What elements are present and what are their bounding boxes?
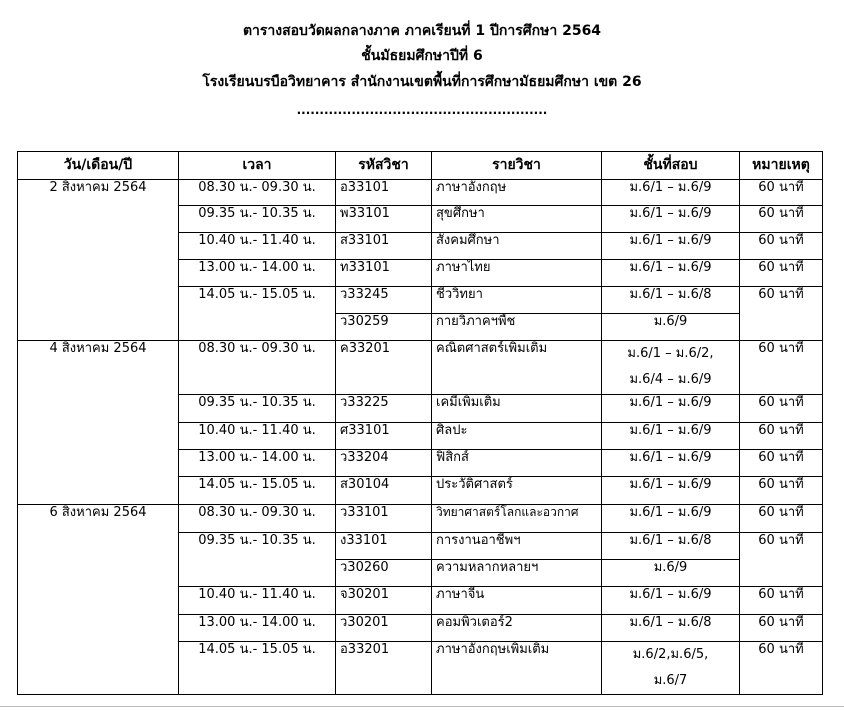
subject-cell: เคมีเพิ่มเติม — [432, 395, 602, 423]
code-cell: ส33101 — [336, 233, 432, 260]
column-header-level: ชั้นที่สอบ — [602, 152, 740, 180]
time-cell: 13.00 น.- 14.00 น. — [179, 615, 336, 642]
subject-cell: ภาษาอังกฤษ — [432, 180, 602, 206]
level-cell: ม.6/1 – ม.6/8 — [602, 533, 740, 560]
code-cell: ท33101 — [336, 260, 432, 287]
time-cell: 09.35 น.- 10.35 น. — [179, 533, 336, 587]
time-cell: 10.40 น.- 11.40 น. — [179, 233, 336, 260]
time-cell: 08.30 น.- 09.30 น. — [179, 341, 336, 395]
subject-cell: สังคมศึกษา — [432, 233, 602, 260]
time-cell: 14.05 น.- 15.05 น. — [179, 287, 336, 341]
date-cell: 2 สิงหาคม 2564 — [18, 180, 179, 341]
level-cell: ม.6/1 – ม.6/8 — [602, 287, 740, 314]
level-cell: ม.6/1 – ม.6/9 — [602, 450, 740, 477]
code-cell: ค33201 — [336, 341, 432, 395]
note-cell: 60 นาที — [740, 615, 823, 642]
time-cell: 13.00 น.- 14.00 น. — [179, 260, 336, 287]
level-cell: ม.6/1 – ม.6/9 — [602, 260, 740, 287]
level-cell: ม.6/1 – ม.6/9 — [602, 233, 740, 260]
code-cell: ว33245 — [336, 287, 432, 314]
code-cell: จ30201 — [336, 587, 432, 615]
note-cell: 60 นาที — [740, 477, 823, 505]
exam-schedule-table — [17, 151, 823, 695]
code-cell: ศ33101 — [336, 423, 432, 450]
level-line-1: ม.6/2,ม.6/5, — [632, 647, 709, 662]
time-cell: 13.00 น.- 14.00 น. — [179, 450, 336, 477]
table-header-row — [18, 152, 823, 180]
level-cell: ม.6/1 – ม.6/9 — [602, 423, 740, 450]
note-cell: 60 นาที — [740, 533, 823, 587]
title-line-2: ชั้นมัธยมศึกษาปีที่ 6 — [361, 48, 483, 64]
code-cell: ส30104 — [336, 477, 432, 505]
time-cell: 10.40 น.- 11.40 น. — [179, 587, 336, 615]
note-cell: 60 นาที — [740, 505, 823, 533]
subject-cell: ศิลปะ — [432, 423, 602, 450]
subject-cell: คอมพิวเตอร์2 — [432, 615, 602, 642]
code-cell: ว30201 — [336, 615, 432, 642]
title-line-1: ตารางสอบวัดผลกลางภาค ภาคเรียนที่ 1 ปีการศึกษา 2564 — [242, 23, 602, 39]
level-line-1: ม.6/1 – ม.6/2, — [627, 346, 714, 361]
code-cell: อ33201 — [336, 642, 432, 695]
level-cell: ม.6/9 — [602, 314, 740, 341]
code-cell: อ33101 — [336, 180, 432, 206]
code-cell: ว30260 — [336, 560, 432, 587]
code-cell: ว30259 — [336, 314, 432, 341]
level-cell: ม.6/1 – ม.6/9 — [602, 505, 740, 533]
time-cell: 09.35 น.- 10.35 น. — [179, 206, 336, 233]
note-cell: 60 นาที — [740, 233, 823, 260]
subject-cell: กายวิภาคฯพืช — [432, 314, 602, 341]
subject-cell: ความหลากหลายฯ — [432, 560, 602, 587]
level-cell: ม.6/1 – ม.6/9 — [602, 587, 740, 615]
note-cell: 60 นาที — [740, 341, 823, 395]
page-edge-line — [0, 706, 844, 707]
subject-cell: ฟิสิกส์ — [432, 450, 602, 477]
time-cell: 14.05 น.- 15.05 น. — [179, 477, 336, 505]
subject-cell: ภาษาจีน — [432, 587, 602, 615]
subject-cell: ภาษาไทย — [432, 260, 602, 287]
level-cell — [602, 341, 740, 395]
date-cell: 4 สิงหาคม 2564 — [18, 341, 179, 505]
note-cell: 60 นาที — [740, 206, 823, 233]
code-cell: ว33204 — [336, 450, 432, 477]
dotted-separator: ....................................................... — [296, 103, 548, 117]
note-cell: 60 นาที — [740, 287, 823, 341]
time-cell: 08.30 น.- 09.30 น. — [179, 505, 336, 533]
note-cell: 60 นาที — [740, 642, 823, 695]
level-cell: ม.6/9 — [602, 560, 740, 587]
code-cell: พ33101 — [336, 206, 432, 233]
level-cell: ม.6/1 – ม.6/9 — [602, 180, 740, 206]
code-cell: ง33101 — [336, 533, 432, 560]
time-cell: 08.30 น.- 09.30 น. — [179, 180, 336, 206]
level-cell — [602, 642, 740, 695]
level-line-2: ม.6/4 – ม.6/9 — [629, 372, 712, 387]
level-cell: ม.6/1 – ม.6/9 — [602, 206, 740, 233]
table-row — [18, 180, 823, 206]
level-cell: ม.6/1 – ม.6/9 — [602, 477, 740, 505]
subject-cell: การงานอาชีพฯ — [432, 533, 602, 560]
subject-cell: วิทยาศาสตร์โลกและอวกาศ — [432, 505, 602, 533]
note-cell: 60 นาที — [740, 395, 823, 423]
subject-cell: ประวัติศาสตร์ — [432, 477, 602, 505]
table-row — [18, 505, 823, 533]
column-header-time: เวลา — [179, 152, 336, 180]
time-cell: 14.05 น.- 15.05 น. — [179, 642, 336, 695]
note-cell: 60 นาที — [740, 450, 823, 477]
subject-cell: คณิตศาสตร์เพิ่มเติม — [432, 341, 602, 395]
level-cell: ม.6/1 – ม.6/9 — [602, 395, 740, 423]
title-line-3: โรงเรียนบรบือวิทยาคาร สำนักงานเขตพื้นที่การศึกษามัธยมศึกษา เขต 26 — [202, 74, 642, 90]
subject-cell: ชีววิทยา — [432, 287, 602, 314]
note-cell: 60 นาที — [740, 260, 823, 287]
code-cell: ว33101 — [336, 505, 432, 533]
time-cell: 09.35 น.- 10.35 น. — [179, 395, 336, 423]
column-header-code: รหัสวิชา — [336, 152, 432, 180]
level-line-2: ม.6/7 — [653, 673, 688, 688]
subject-cell: สุขศึกษา — [432, 206, 602, 233]
column-header-subject: รายวิชา — [432, 152, 602, 180]
note-cell: 60 นาที — [740, 180, 823, 206]
date-cell: 6 สิงหาคม 2564 — [18, 505, 179, 695]
column-header-date: วัน/เดือน/ปี — [18, 152, 179, 180]
note-cell: 60 นาที — [740, 587, 823, 615]
time-cell: 10.40 น.- 11.40 น. — [179, 423, 336, 450]
level-cell: ม.6/1 – ม.6/8 — [602, 615, 740, 642]
note-cell: 60 นาที — [740, 423, 823, 450]
subject-cell: ภาษาอังกฤษเพิ่มเติม — [432, 642, 602, 695]
table-row — [18, 341, 823, 395]
column-header-note: หมายเหตุ — [740, 152, 823, 180]
code-cell: ว33225 — [336, 395, 432, 423]
